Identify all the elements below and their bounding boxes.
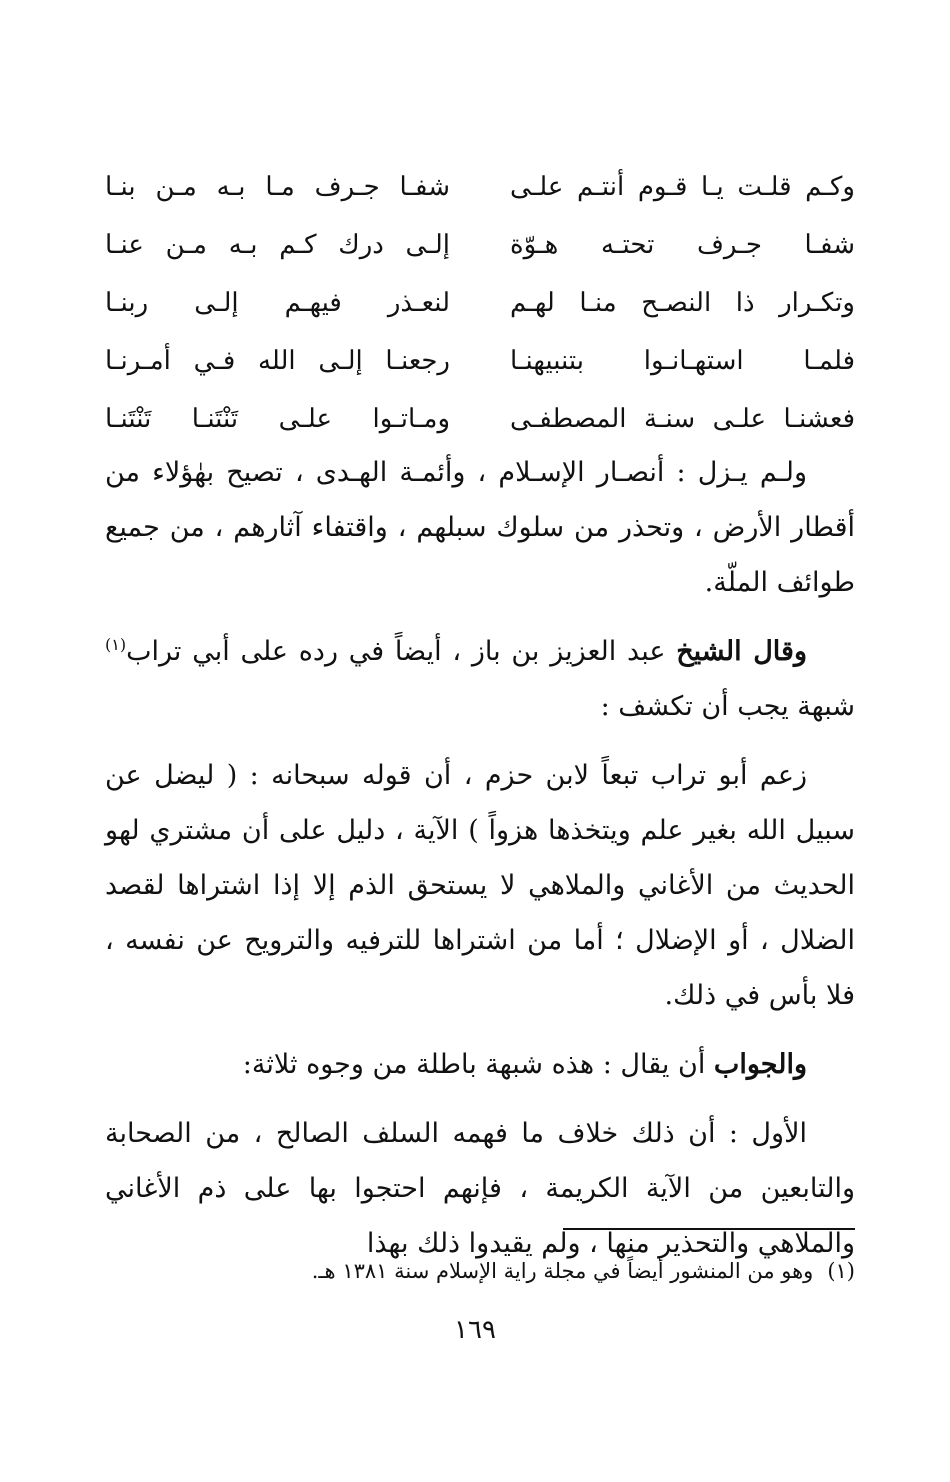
verse-second-hemistich: شفـا جـرف مـا بـه مـن بنـا — [105, 172, 450, 202]
paragraph: ولـم يـزل : أنصـار الإسـلام ، وأئمـة الهـدى ، تصيح بهٰؤلاء من أقطار الأرض ، وتحذر من سلوك سبلهم ، واقتفاء آثارهم ، من جميع طوائف الملّة. — [105, 457, 855, 598]
verse-first-hemistich: فعشنـا علـى سنـة المصطفـى — [510, 404, 855, 434]
footnote — [105, 1254, 855, 1288]
verse-second-hemistich: إلـى درك كـم بـه مـن عنـا — [105, 230, 450, 260]
verse-first-hemistich: وتكـرار ذا النصـح منـا لهـم — [510, 288, 855, 318]
paragraph: الأول : أن ذلك خلاف ما فهمه السلف الصالح ، من الصحابة والتابعين من الآية الكريمة ، فإنهم احتجوا بها على ذم الأغاني والملاهي والتحذير منها ، ولم يقيدوا ذلك بهذا — [105, 1118, 855, 1259]
paragraph: زعم أبو تراب تبعاً لابن حزم ، أن قوله سبحانه : ( ليضل عن سبيل الله بغير علم ويتخذها هزواً ) الآية ، دليل على أن مشتري لهو الحديث من الأغاني والملاهي لا يستحق الذم إلا إذا اشتراها لقصد الضلال ، أو الإضلال ؛ أما من اشتراها للترفيه والترويح عن نفسه ، فلا بأس في ذلك. — [105, 760, 855, 1011]
verse-first-hemistich: وكـم قلـت يـا قـوم أنتـم علـى — [510, 172, 855, 202]
footnote-reference[interactable]: (١) — [105, 635, 127, 654]
footnote-number: (١) — [827, 1259, 855, 1283]
paragraph-text: أن يقال : هذه شبهة باطلة من وجوه ثلاثة: — [242, 1049, 714, 1080]
verse-second-hemistich: لنعـذر فيهـم إلـى ربنـا — [105, 288, 450, 318]
poem-verse — [105, 332, 855, 390]
paragraph — [105, 624, 855, 734]
verse-second-hemistich: رجعنـا إلـى الله فـي أمـرنـا — [105, 346, 450, 376]
poem-verse — [105, 158, 855, 216]
paragraph-text: عبد العزيز بن باز ، أيضاً في رده على أبي تراب — [126, 636, 677, 667]
verse-first-hemistich: فلمـا استهـانـوا بتنبيهنـا — [510, 346, 855, 376]
poem — [105, 158, 855, 448]
verse-second-hemistich: ومـاتـوا علـى تَنْتَنـا تَنْتَنـا — [105, 404, 450, 434]
paragraph-lead: والجواب — [713, 1049, 807, 1080]
footnote-text: وهو من المنشور أيضاً في مجلة راية الإسلام سنة ١٣٨١ هـ. — [311, 1259, 814, 1283]
poem-verse — [105, 216, 855, 274]
paragraph-text: شبهة يجب أن تكشف : — [600, 691, 855, 722]
body-text — [105, 445, 855, 1285]
poem-verse — [105, 274, 855, 332]
paragraph-lead: وقال الشيخ — [676, 636, 807, 667]
verse-first-hemistich: شفـا جـرف تحتـه هـوّة — [510, 230, 855, 260]
poem-verse — [105, 390, 855, 448]
footnote-divider — [563, 1228, 855, 1230]
paragraph — [105, 1037, 855, 1092]
page-number: ١٦٩ — [454, 1315, 496, 1345]
